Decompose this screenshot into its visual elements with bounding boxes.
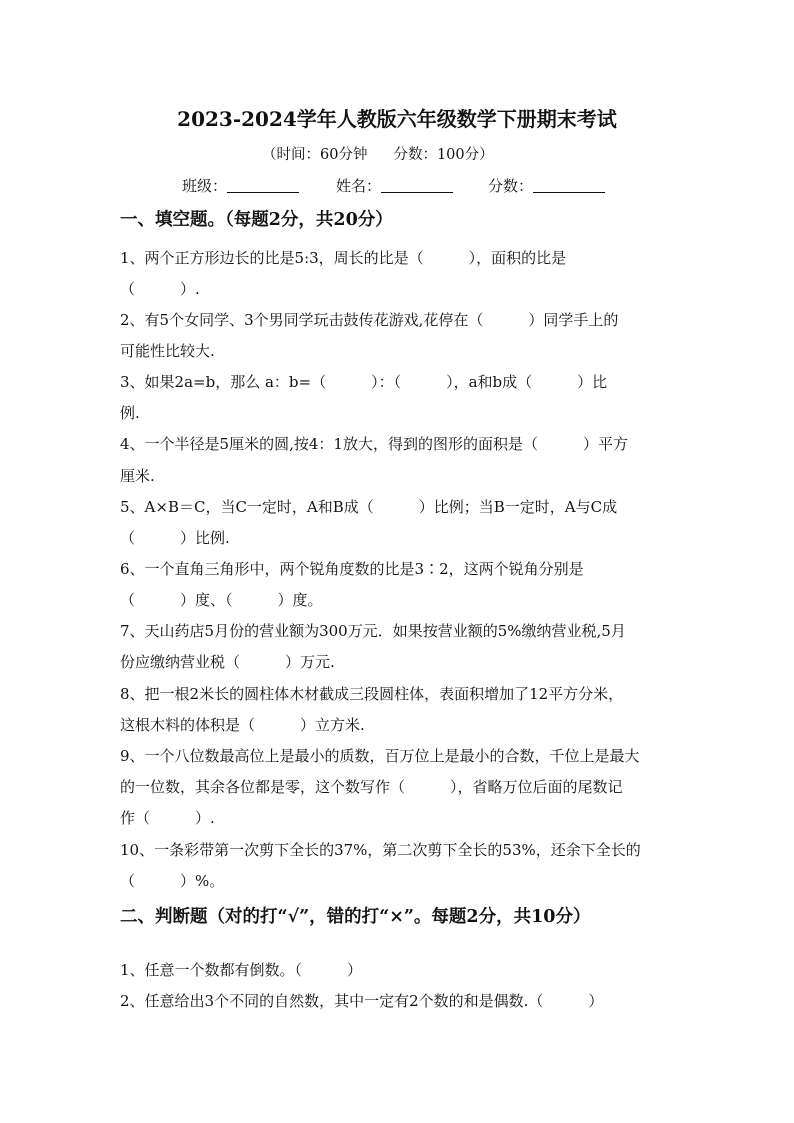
exam-subtitle (262, 145, 494, 165)
question-line: （ ）度、（ ）度。 (120, 591, 323, 609)
name-blank (381, 178, 453, 193)
question-line: （ ）%。 (120, 872, 225, 890)
question-line: （ ）比例. (120, 529, 230, 547)
question-line: 5、A×B＝C，当C一定时，A和B成（ ）比例；当B一定时，A与C成 (120, 498, 618, 516)
question-line: 例. (120, 404, 140, 422)
question-line: 3、如果2a=b，那么 a：b=（ ）：（ ），a和b成（ ）比 (120, 373, 608, 391)
section-heading-true-false: 二、判断题（对的打“√”，错的打“×”。每题2分，共10分） (120, 907, 591, 927)
name-label: 姓名： (336, 177, 382, 195)
question-line: 1、两个正方形边长的比是5:3，周长的比是（ ），面积的比是 (120, 249, 567, 267)
section-heading-fill-blank: 一、填空题。（每题2分，共20分） (120, 210, 393, 230)
question-line: 2、任意给出3个不同的自然数，其中一定有2个数的和是偶数.（ ） (120, 992, 604, 1010)
class-blank (227, 178, 299, 193)
question-line: 厘米. (120, 467, 155, 485)
question-line: 1、任意一个数都有倒数。（ ） (120, 961, 363, 979)
time-limit: （时间：60分钟 (262, 147, 368, 163)
question-line: 7、天山药店5月份的营业额为300万元．如果按营业额的5%缴纳营业税,5月 (120, 622, 626, 640)
question-line: （ ）. (120, 280, 200, 298)
score-blank (533, 178, 605, 193)
question-line: 8、把一根2米长的圆柱体木材截成三段圆柱体，表面积增加了12平方分米， (120, 685, 624, 703)
question-line: 10、一条彩带第一次剪下全长的37%，第二次剪下全长的53%，还余下全长的 (120, 841, 641, 859)
question-line: 作（ ）. (120, 809, 215, 827)
question-line: 份应缴纳营业税（ ）万元. (120, 653, 335, 671)
class-label: 班级： (182, 177, 228, 195)
question-line: 的一位数，其余各位都是零，这个数写作（ ），省略万位后面的尾数记 (120, 778, 623, 796)
exam-title: 2023-2024学年人教版六年级数学下册期末考试 (177, 107, 617, 131)
question-line: 6、一个直角三角形中，两个锐角度数的比是3∶2，这两个锐角分别是 (120, 560, 584, 578)
score-field (488, 176, 605, 196)
score-label: 分数： (488, 177, 534, 195)
question-line: 这根木料的体积是（ ）立方米. (120, 716, 365, 734)
question-line: 可能性比较大. (120, 342, 215, 360)
question-line: 2、有5个女同学、3个男同学玩击鼓传花游戏,花停在（ ）同学手上的 (120, 311, 619, 329)
name-field (336, 176, 453, 196)
class-field (182, 176, 299, 196)
total-score: 分数：100分） (393, 147, 494, 163)
question-line: 9、一个八位数最高位上是最小的质数，百万位上是最小的合数，千位上是最大 (120, 747, 640, 765)
question-line: 4、一个半径是5厘米的圆,按4：1放大，得到的图形的面积是（ ）平方 (120, 435, 628, 453)
